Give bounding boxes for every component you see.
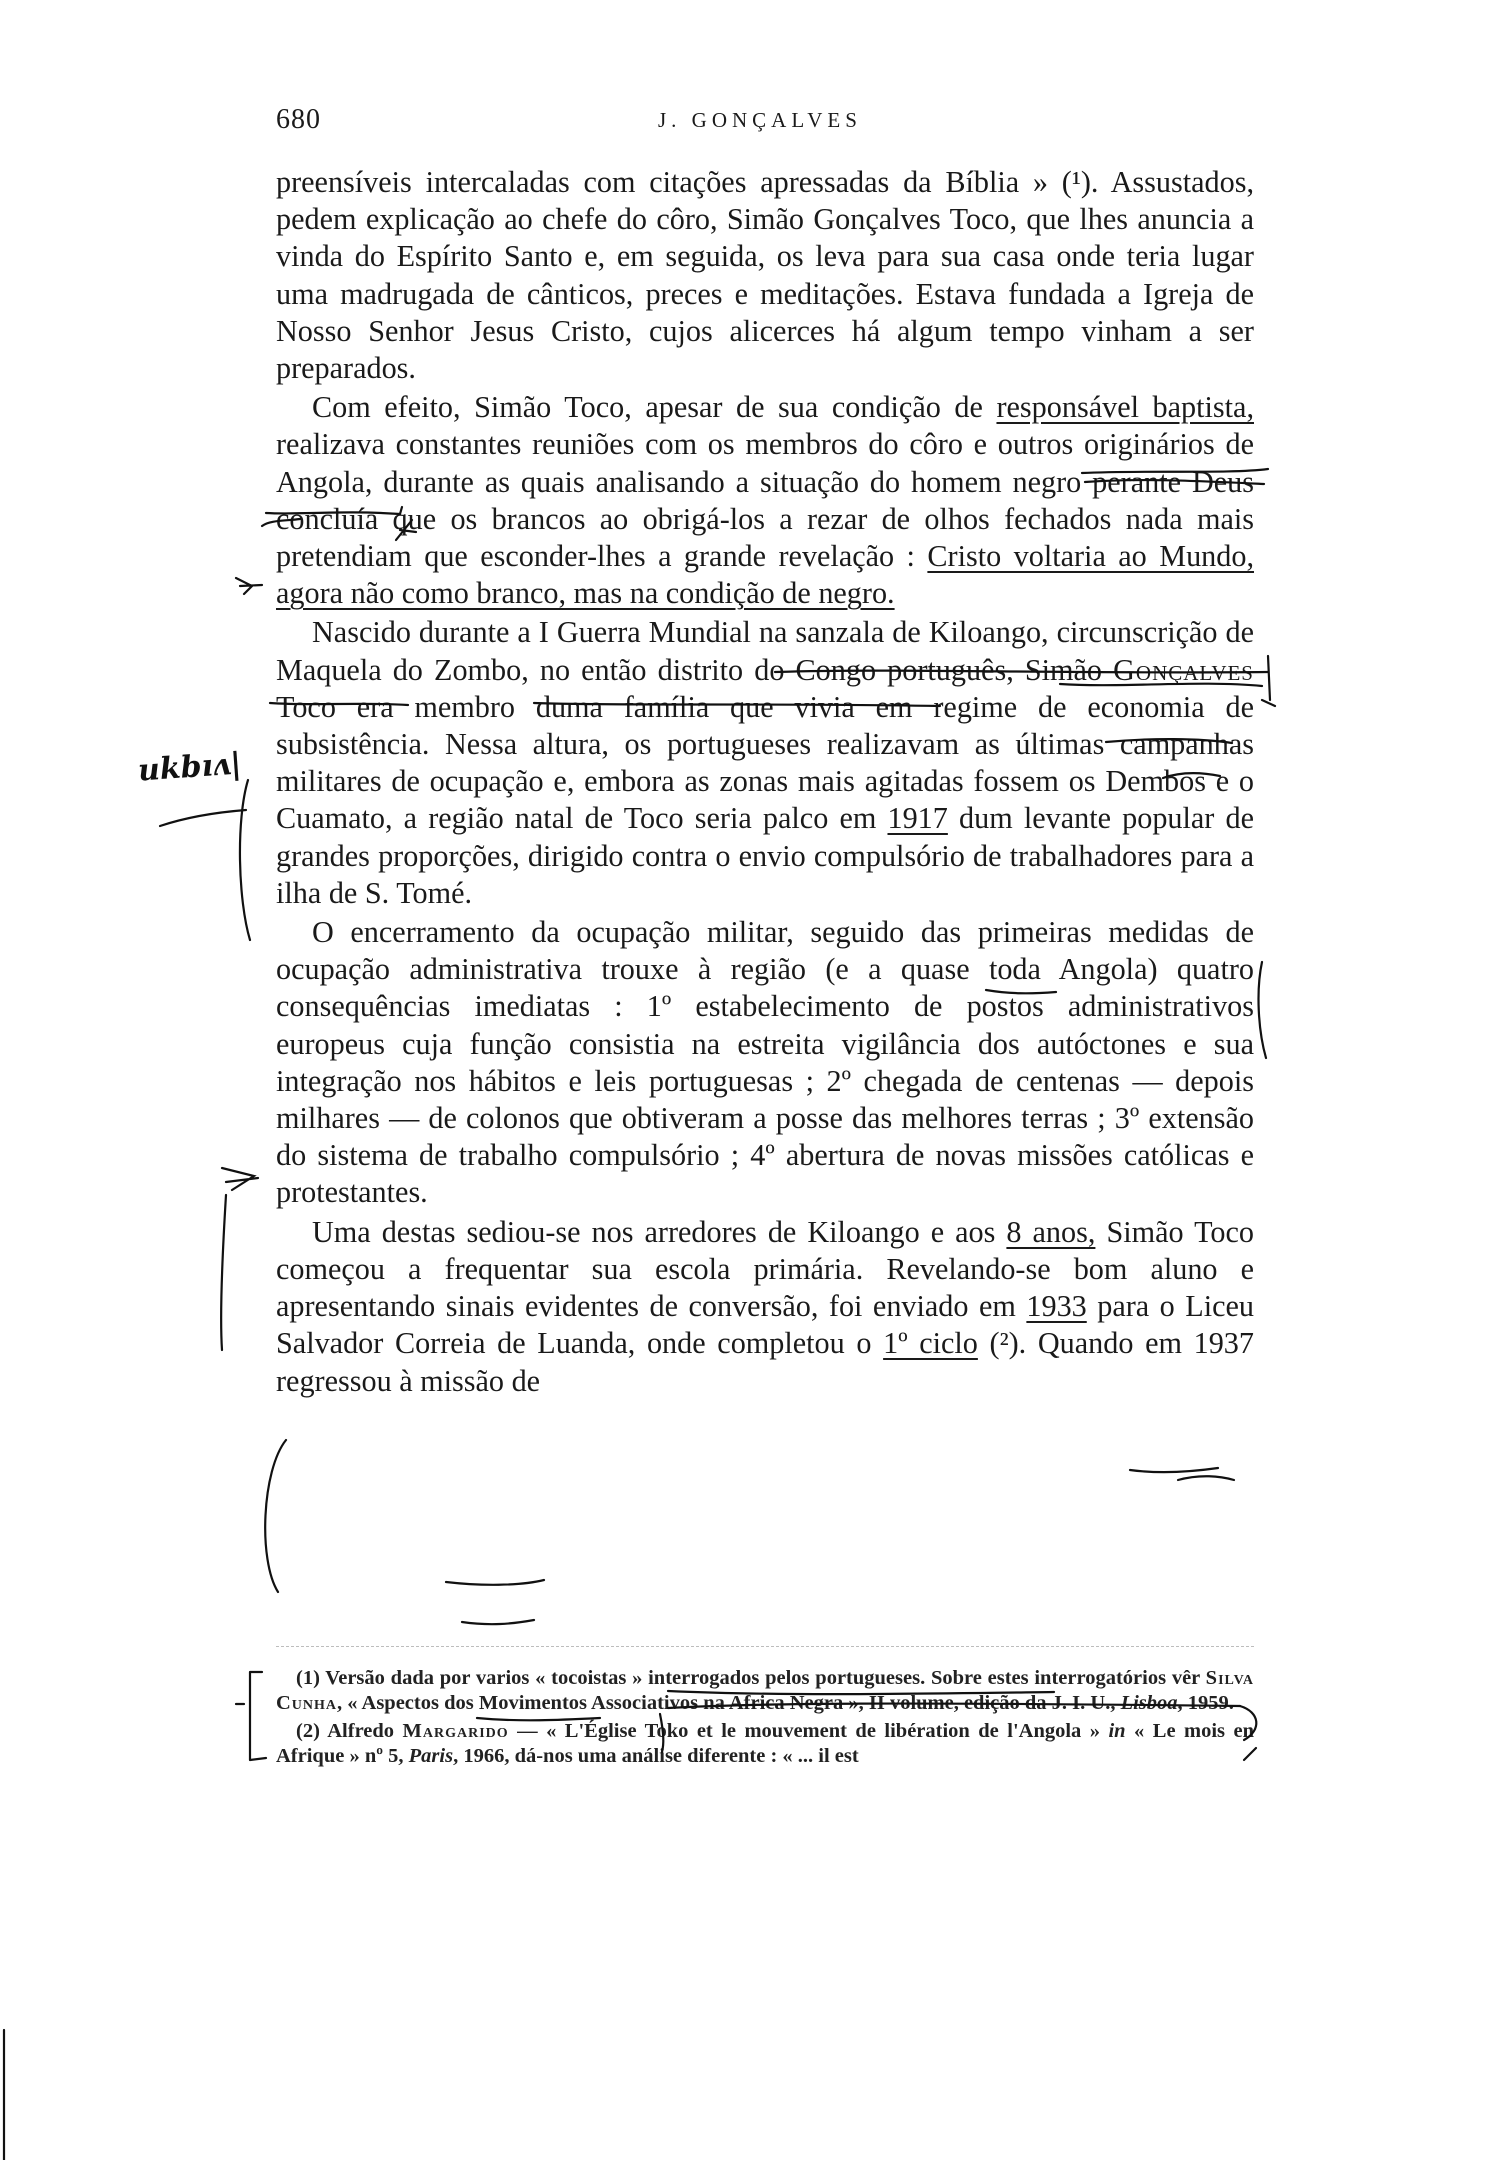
body-text — [276, 164, 1254, 1400]
paragraph-4 — [276, 914, 1254, 1212]
footnote-separator — [276, 1646, 1254, 1647]
underlined-age: 8 anos, — [1006, 1214, 1096, 1249]
overline-stroke — [1178, 1476, 1234, 1480]
footnote-2-text: « Le mois en Afrique » nº 5, — [276, 1720, 1254, 1767]
underlined-year: 1917 — [887, 801, 948, 836]
paragraph-5-text: Uma destas sediou-se nos arredores de Kiloango e aos — [312, 1214, 1007, 1249]
paragraph-3-text: dum levante popular de grandes proporções, dirigido contra o envio compulsório de trabalhadores para a ilha de S. Tomé. — [276, 801, 1254, 910]
underline-stroke — [462, 1620, 534, 1624]
place-name: Paris — [408, 1745, 454, 1767]
arrow-mark — [236, 578, 262, 594]
paragraph-2-text: realizava constantes reuniões com os membros do côro e outros originários de Angola, durante as quais analisando a situação do homem negro perante Deus concluía que os brancos ao obrigá-los a rezar de olhos fechados nada mais pretendiam que esconder-lhes a grande revelação : — [276, 427, 1254, 574]
running-header — [276, 104, 1276, 144]
paragraph-3 — [276, 614, 1254, 912]
paragraph-4-text: O encerramento da ocupação militar, seguido das primeiras medidas de ocupação administrativa trouxe à região (e a quase toda Angola) quatro consequências imediatas : 1º estabelecimento de postos administrativos europeus cuja função consistia na estreita vigilância dos autóctones e sua integração nos hábitos e leis portuguesas ; 2º chegada de centenas — depois milhares — de colonos que obtiveram a posse das melhores terras ; 3º extensão do sistema de trabalho compulsório ; 4º abertura de novas missões católicas e protestantes. — [276, 915, 1254, 1210]
footnotes — [276, 1666, 1254, 1769]
footnote-bracket-left — [250, 1672, 266, 1760]
arrow-mark — [222, 1168, 258, 1190]
paragraph-3-text: Nascido durante a I Guerra Mundial na sanzala de Kiloango, circunscrição de Maquela do Zombo, no então distrito do Congo português, Simão — [276, 615, 1254, 687]
paragraph-1-text: preensíveis intercaladas com citações apressadas da Bíblia » (¹). Assustados, pedem explicação ao chefe do côro, Simão Gonçalves Toco, que lhes anuncia a vinda do Espírito Santo e, em seguida, os leva para sua casa onde teria lugar uma madrugada de cânticos, preces e meditações. Estava fundada a Igreja de Nosso Senhor Jesus Cristo, cujos alicerces há algum tempo vinham a ser preparados. — [276, 165, 1254, 386]
place-name: Lisboa — [1120, 1692, 1178, 1714]
underlined-year: 1933 — [1026, 1289, 1087, 1324]
page-number: 680 — [276, 104, 321, 135]
underline-stroke — [1130, 1468, 1218, 1472]
paragraph-5-text: para o Liceu Salvador Correia de Luanda, onde completou o — [276, 1289, 1254, 1361]
underline-stroke — [446, 1580, 544, 1585]
paragraph-2 — [276, 389, 1254, 612]
paragraph-5-text: (²). Quando em 1937 regressou à missão de — [276, 1326, 1254, 1398]
margin-bracket-right — [1259, 962, 1266, 1058]
margin-bracket-right — [1262, 656, 1275, 706]
small-caps-surname: Gonçalves — [1113, 652, 1254, 687]
paragraph-3-text: Toco era membro duma família que vivia em regime de economia de subsistência. Nessa altura, os portugueses realizavam as últimas campanhas militares de ocupação e, embora as zonas mais agitadas fossem os Dembos e o Cuamato, a região natal de Toco seria palco em — [276, 689, 1254, 836]
footnote-1-text: (1) Versão dada por varios « tocoistas » interrogados pelos portugueses. Sobre estes interrogatórios vêr — [296, 1667, 1206, 1689]
footnote-2-text: , 1966, dá-nos uma análise diferente : « ... il est — [453, 1745, 859, 1767]
author-name: Margarido — [402, 1720, 509, 1742]
paragraph-5-text: Simão Toco começou a frequentar sua escola primária. Revelando-se bom aluno e apresentando sinais evidentes de conversão, foi enviado em — [276, 1214, 1254, 1324]
footnote-1-text: , « Aspectos dos Movimentos Associativos na Africa Negra », II volume, edição da J. I. U., — [337, 1692, 1121, 1714]
margin-bracket-left — [265, 1440, 286, 1592]
underlined-phrase: responsável baptista, — [996, 390, 1254, 425]
margin-bracket-left — [240, 780, 250, 940]
paragraph-1 — [276, 164, 1254, 387]
paragraph-5 — [276, 1214, 1254, 1400]
footnote-2-text: — « L'Église Toko et le mouvement de libération de l'Angola » — [508, 1720, 1109, 1742]
underlined-cycle: 1º ciclo — [883, 1326, 978, 1361]
paragraph-2-text: Com efeito, Simão Toco, apesar de sua condição de — [312, 390, 997, 425]
margin-line — [221, 1195, 226, 1350]
running-title: J. GONÇALVES — [658, 108, 862, 132]
note-underline — [160, 810, 246, 826]
footnote-2-text: (2) Alfredo — [296, 1720, 403, 1742]
footnote-2 — [276, 1719, 1254, 1769]
handwritten-margin-note: ukbıʌ| — [136, 746, 243, 789]
author-name: Silva Cunha — [276, 1667, 1254, 1714]
footnote-1-text: , 1959. — [1177, 1692, 1234, 1714]
footnote-1 — [276, 1666, 1254, 1716]
in-word: in — [1108, 1720, 1126, 1742]
underlined-revelation: Cristo voltaria ao Mundo, agora não como branco, mas na condição de negro. — [276, 539, 1254, 611]
